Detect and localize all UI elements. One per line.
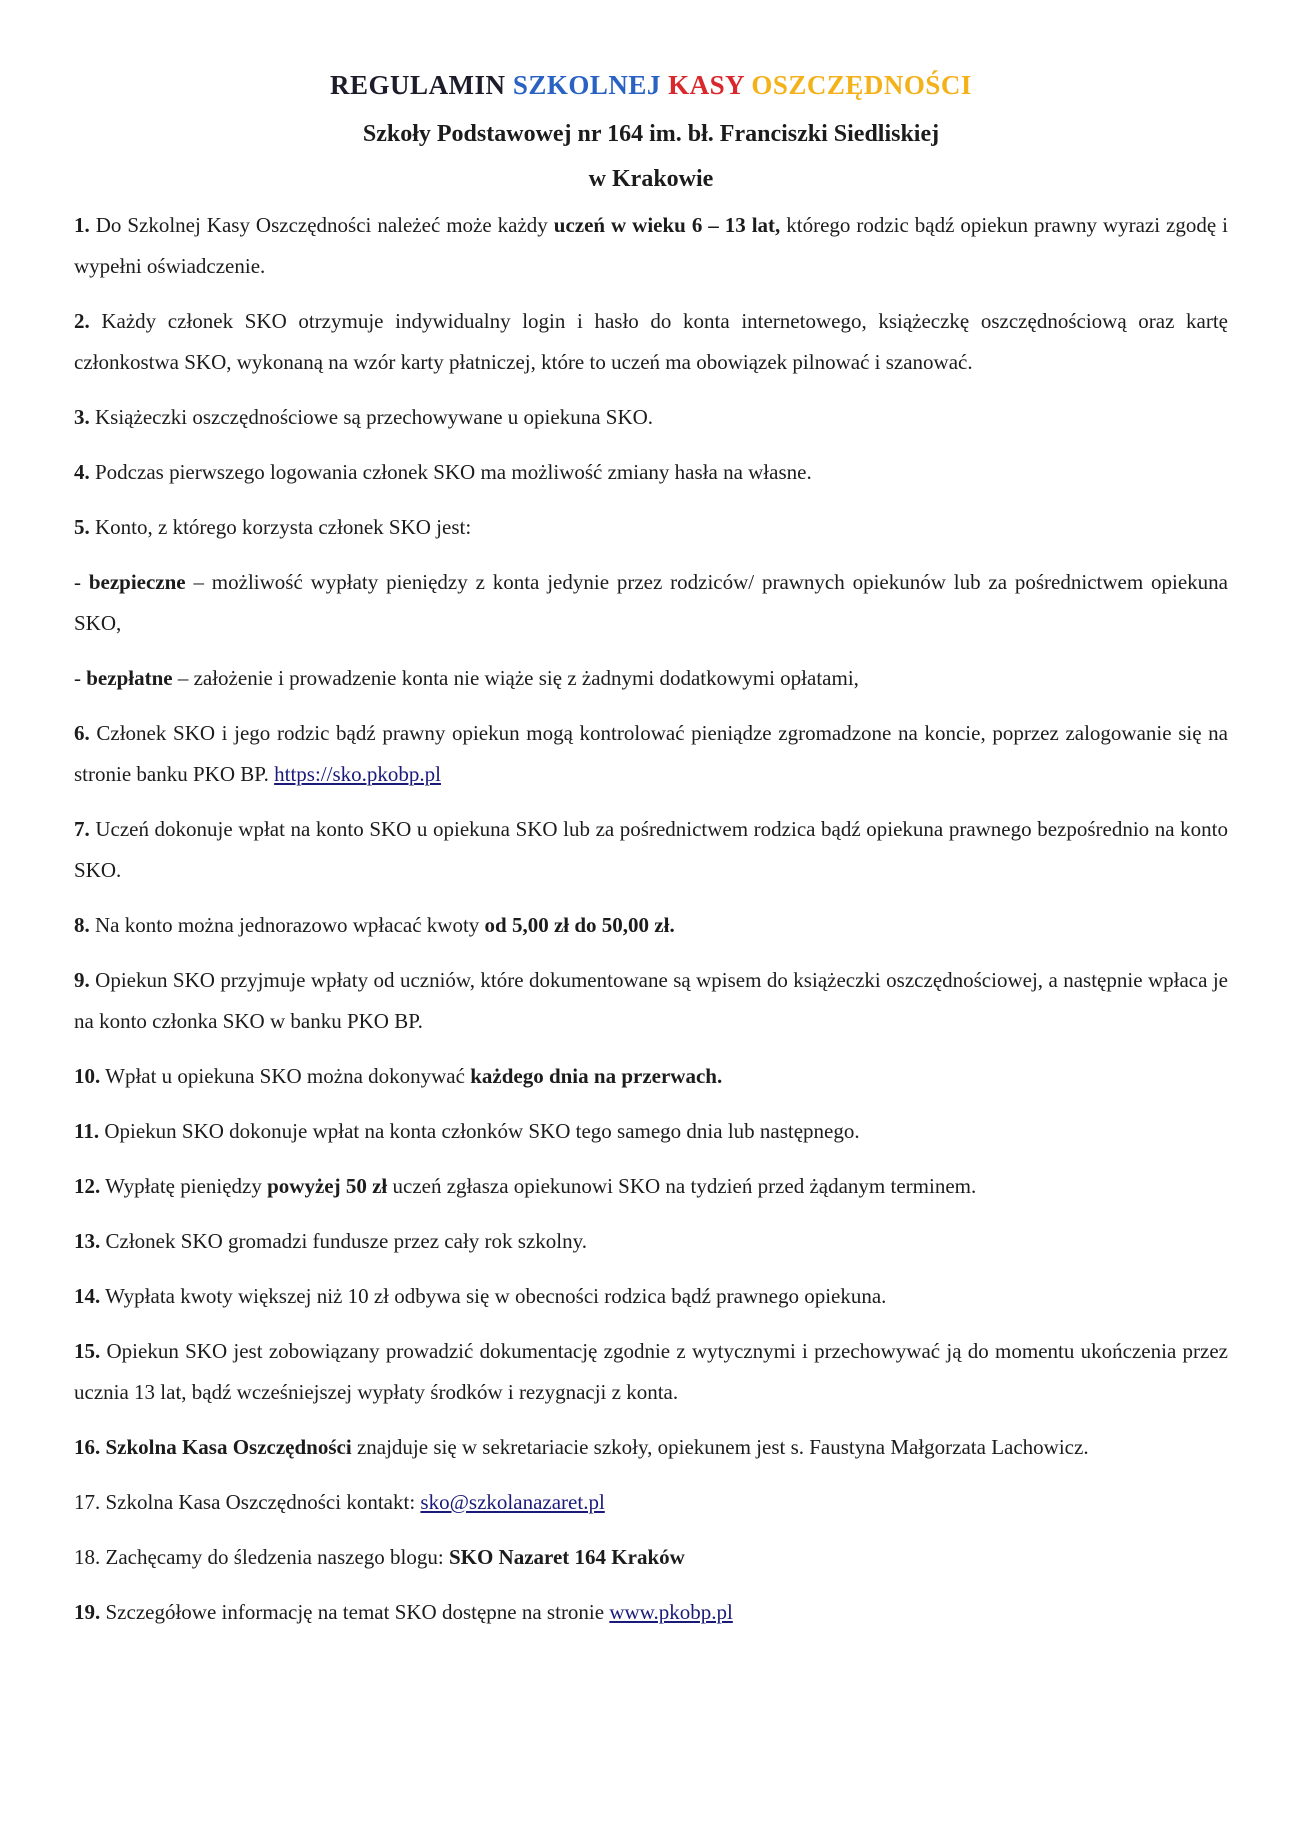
rule-emphasis: powyżej 50 zł	[267, 1174, 388, 1198]
rule-text: Zachęcamy do śledzenia naszego blogu:	[100, 1545, 449, 1569]
rule-text: uczeń zgłasza opiekunowi SKO na tydzień przed żądanym terminem.	[387, 1174, 977, 1198]
rule-number: 14.	[74, 1284, 101, 1308]
rule-9	[74, 960, 1228, 1042]
rule-text: – założenie i prowadzenie konta nie wiąże się z żadnymi dodatkowymi opłatami,	[172, 666, 859, 690]
rule-text: Członek SKO i jego rodzic bądź prawny opiekun mogą kontrolować pieniądze zgromadzone na koncie, poprzez zalogowanie się na stronie banku PKO BP.	[74, 721, 1228, 786]
rule-number: 12.	[74, 1174, 101, 1198]
rule-number: 11.	[74, 1119, 100, 1143]
rule-5-item-safe	[74, 562, 1228, 644]
rule-14	[74, 1276, 1228, 1317]
rule-text: Każdy członek SKO otrzymuje indywidualny login i hasło do konta internetowego, książeczkę oszczędnościową oraz kartę członkostwa SKO, wykonaną na wzór karty płatniczej, które to uczeń ma obowiązek pilnować i szanować.	[74, 309, 1228, 374]
title-word-kasy: KASY	[668, 70, 745, 100]
rule-number: 1.	[74, 213, 90, 237]
title-word-regulamin: REGULAMIN	[330, 70, 506, 100]
rule-text: Szkolna Kasa Oszczędności kontakt:	[100, 1490, 421, 1514]
rule-text: Na konto można jednorazowo wpłacać kwoty	[89, 913, 485, 937]
rule-text: – możliwość wypłaty pieniędzy z konta jedynie przez rodziców/ prawnych opiekunów lub za pośrednictwem opiekuna SKO,	[74, 570, 1228, 635]
rule-number: 18.	[74, 1545, 101, 1569]
rule-number: 3.	[74, 405, 90, 429]
title-word-szkolnej: SZKOLNEJ	[512, 70, 661, 100]
rule-number: 9.	[74, 968, 90, 992]
rule-7	[74, 809, 1228, 891]
list-dash: -	[74, 666, 87, 690]
rule-17	[74, 1482, 1228, 1523]
rule-text: znajduje się w sekretariacie szkoły, opiekunem jest s. Faustyna Małgorzata Lachowicz.	[351, 1435, 1089, 1459]
rule-3	[74, 397, 1228, 438]
rule-11	[74, 1111, 1228, 1152]
sko-pkobp-link[interactable]: https://sko.pkobp.pl	[274, 762, 441, 786]
rule-text: Konto, z którego korzysta członek SKO jest:	[89, 515, 472, 539]
rule-13	[74, 1221, 1228, 1262]
title-word-oszczednosci: OSZCZĘDNOŚCI	[751, 70, 972, 100]
rule-number: 8.	[74, 913, 90, 937]
rule-number: 6.	[74, 721, 90, 745]
rule-text: Podczas pierwszego logowania członek SKO ma możliwość zmiany hasła na własne.	[89, 460, 812, 484]
rule-19	[74, 1592, 1228, 1633]
rule-8	[74, 905, 1228, 946]
document-title	[74, 70, 1228, 101]
school-name: Szkoły Podstawowej nr 164 im. bł. Franciszki Siedliskiej	[362, 121, 940, 147]
rule-text: Książeczki oszczędnościowe są przechowywane u opiekuna SKO.	[89, 405, 654, 429]
rule-text: którego rodzic bądź opiekun prawny wyrazi zgodę i wypełni oświadczenie.	[74, 213, 1228, 278]
rule-4	[74, 452, 1228, 493]
rule-18	[74, 1537, 1228, 1578]
rule-16	[74, 1427, 1228, 1468]
rule-number: 5.	[74, 515, 90, 539]
rule-number: 2.	[74, 309, 90, 333]
rule-number: 15.	[74, 1339, 101, 1363]
rule-number: 16.	[74, 1435, 101, 1459]
school-city: w Krakowie	[588, 166, 714, 192]
rule-emphasis: uczeń w wieku 6 – 13 lat,	[553, 213, 781, 237]
rule-text: Wpłat u opiekuna SKO można dokonywać	[100, 1064, 471, 1088]
rule-emphasis: Szkolna Kasa Oszczędności	[100, 1435, 352, 1459]
rule-emphasis: każdego dnia na przerwach.	[470, 1064, 723, 1088]
rule-text: Opiekun SKO jest zobowiązany prowadzić dokumentację zgodnie z wytycznymi i przechowywać ją do momentu ukończenia przez ucznia 13 lat, bądź wcześniejszej wypłaty środków i rezygnacji z konta.	[74, 1339, 1228, 1404]
rule-text: Szczegółowe informację na temat SKO dostępne na stronie	[100, 1600, 610, 1624]
rule-emphasis: bezpieczne	[88, 570, 186, 594]
rule-number: 19.	[74, 1600, 101, 1624]
rule-number: 13.	[74, 1229, 101, 1253]
rule-text: Wypłatę pieniędzy	[100, 1174, 268, 1198]
rule-12	[74, 1166, 1228, 1207]
contact-email-link[interactable]: sko@szkolanazaret.pl	[420, 1490, 605, 1514]
rule-text: Do Szkolnej Kasy Oszczędności należeć może każdy	[89, 213, 554, 237]
rule-text: Opiekun SKO przyjmuje wpłaty od uczniów, które dokumentowane są wpisem do książeczki oszczędnościowej, a następnie wpłaca je na konto członka SKO w banku PKO BP.	[74, 968, 1228, 1033]
blog-name: SKO Nazaret 164 Kraków	[448, 1545, 685, 1569]
rule-number: 4.	[74, 460, 90, 484]
rule-text: Uczeń dokonuje wpłat na konto SKO u opiekuna SKO lub za pośrednictwem rodzica bądź opiekuna prawnego bezpośrednio na konto SKO.	[74, 817, 1228, 882]
rule-emphasis: bezpłatne	[86, 666, 173, 690]
rule-1	[74, 205, 1228, 287]
rule-number: 10.	[74, 1064, 101, 1088]
rule-5-item-free	[74, 658, 1228, 699]
pkobp-website-link[interactable]: www.pkobp.pl	[609, 1600, 733, 1624]
rule-10	[74, 1056, 1228, 1097]
rule-number: 7.	[74, 817, 90, 841]
rule-text: Opiekun SKO dokonuje wpłat na konta członków SKO tego samego dnia lub następnego.	[99, 1119, 860, 1143]
rule-text: Członek SKO gromadzi fundusze przez cały rok szkolny.	[100, 1229, 587, 1253]
rule-emphasis: od 5,00 zł do 50,00 zł.	[484, 913, 675, 937]
rule-5	[74, 507, 1228, 548]
rule-2	[74, 301, 1228, 383]
list-dash: -	[74, 570, 89, 594]
rule-text: Wypłata kwoty większej niż 10 zł odbywa się w obecności rodzica bądź prawnego opiekuna.	[100, 1284, 887, 1308]
rule-6	[74, 713, 1228, 795]
rule-15	[74, 1331, 1228, 1413]
rule-number: 17.	[74, 1490, 101, 1514]
